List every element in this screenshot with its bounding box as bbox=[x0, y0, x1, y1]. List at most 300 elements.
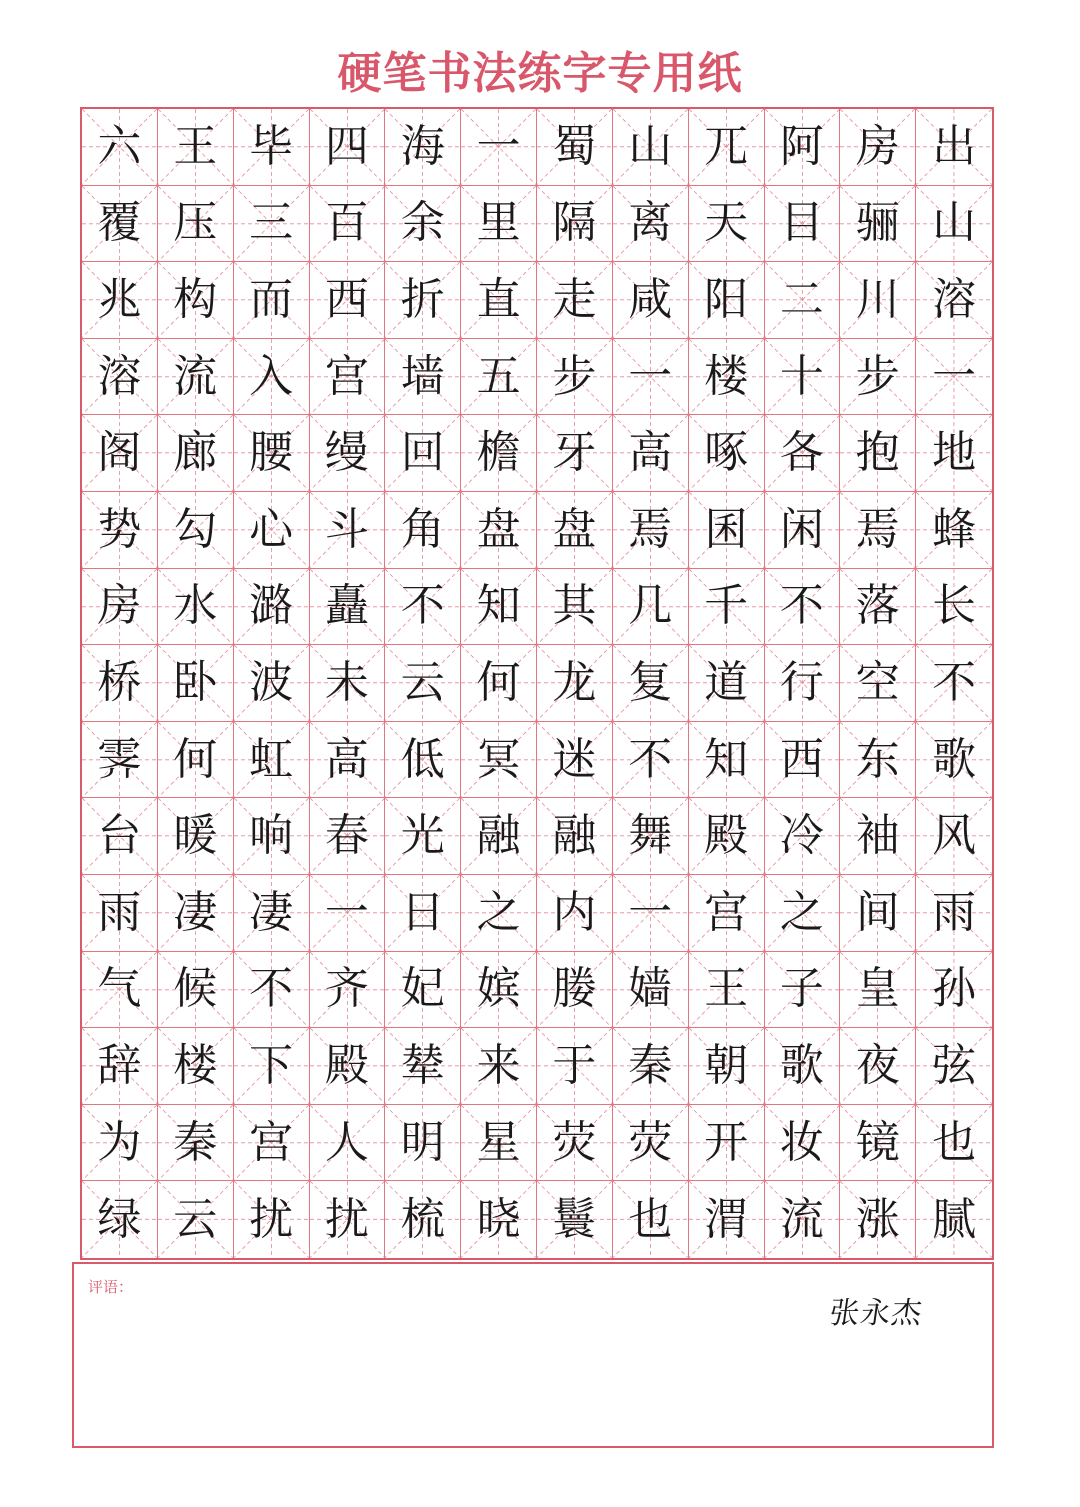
handwritten-character: 矗 bbox=[324, 580, 369, 632]
grid-cell bbox=[689, 415, 765, 492]
handwritten-character: 五 bbox=[476, 350, 521, 402]
handwritten-character: 霁 bbox=[97, 733, 142, 785]
handwritten-character: 冷 bbox=[779, 810, 824, 862]
handwritten-character: 几 bbox=[628, 580, 673, 632]
grid-cell bbox=[158, 952, 234, 1029]
grid-cell bbox=[765, 1105, 841, 1182]
grid-cell bbox=[613, 1105, 689, 1182]
handwritten-character: 高 bbox=[324, 733, 369, 785]
grid-cell bbox=[461, 798, 537, 875]
handwritten-character: 鬟 bbox=[552, 1193, 597, 1245]
handwritten-character: 梳 bbox=[400, 1193, 445, 1245]
handwritten-character: 入 bbox=[249, 350, 294, 402]
handwritten-character: 夜 bbox=[855, 1039, 900, 1091]
grid-cell bbox=[765, 875, 841, 952]
grid-cell bbox=[765, 109, 841, 186]
grid-cell bbox=[234, 186, 310, 263]
grid-cell bbox=[840, 952, 916, 1029]
handwritten-character: 凄 bbox=[249, 886, 294, 938]
grid-cell bbox=[82, 415, 158, 492]
grid-cell bbox=[158, 186, 234, 263]
grid-cell bbox=[234, 109, 310, 186]
handwritten-character: 殿 bbox=[324, 1039, 369, 1091]
handwritten-character: 朝 bbox=[704, 1039, 749, 1091]
grid-cell bbox=[158, 109, 234, 186]
handwritten-character: 东 bbox=[855, 733, 900, 785]
grid-cell bbox=[82, 1105, 158, 1182]
handwritten-character: 回 bbox=[400, 427, 445, 479]
handwritten-character: 龙 bbox=[552, 656, 597, 708]
handwritten-character: 波 bbox=[249, 656, 294, 708]
handwritten-character: 蜂 bbox=[932, 503, 977, 555]
handwritten-character: 阁 bbox=[97, 427, 142, 479]
grid-cell bbox=[461, 262, 537, 339]
handwritten-character: 四 bbox=[324, 120, 369, 172]
grid-cell bbox=[537, 1181, 613, 1258]
handwritten-character: 角 bbox=[400, 503, 445, 555]
handwritten-character: 妆 bbox=[779, 1116, 824, 1168]
grid-cell bbox=[689, 1105, 765, 1182]
comment-label: 评语： bbox=[88, 1278, 134, 1296]
grid-cell bbox=[310, 569, 386, 646]
handwritten-character: 歌 bbox=[932, 733, 977, 785]
grid-cell bbox=[158, 415, 234, 492]
handwritten-character: 千 bbox=[704, 580, 749, 632]
grid-cell bbox=[689, 952, 765, 1029]
practice-grid bbox=[80, 107, 994, 1260]
handwritten-character: 落 bbox=[855, 580, 900, 632]
grid-cell bbox=[385, 569, 461, 646]
grid-cell bbox=[689, 875, 765, 952]
grid-cell bbox=[234, 875, 310, 952]
handwritten-character: 虹 bbox=[249, 733, 294, 785]
handwritten-character: 溶 bbox=[97, 350, 142, 402]
handwritten-character: 缦 bbox=[324, 427, 369, 479]
grid-cell bbox=[310, 415, 386, 492]
grid-cell bbox=[385, 645, 461, 722]
grid-cell bbox=[234, 645, 310, 722]
grid-cell bbox=[461, 415, 537, 492]
grid-cell bbox=[82, 569, 158, 646]
handwritten-character: 人 bbox=[324, 1116, 369, 1168]
handwritten-character: 阿 bbox=[779, 120, 824, 172]
grid-cell bbox=[82, 1181, 158, 1258]
handwritten-character: 十 bbox=[779, 350, 824, 402]
grid-cell bbox=[234, 569, 310, 646]
grid-cell bbox=[916, 339, 992, 416]
handwritten-character: 不 bbox=[628, 733, 673, 785]
handwritten-character: 焉 bbox=[628, 503, 673, 555]
grid-cell bbox=[613, 339, 689, 416]
handwritten-character: 房 bbox=[855, 120, 900, 172]
grid-cell bbox=[461, 1105, 537, 1182]
handwritten-character: 辇 bbox=[400, 1039, 445, 1091]
grid-cell bbox=[234, 492, 310, 569]
handwritten-character: 六 bbox=[97, 120, 142, 172]
handwritten-character: 流 bbox=[779, 1193, 824, 1245]
grid-cell bbox=[537, 415, 613, 492]
grid-cell bbox=[158, 492, 234, 569]
grid-cell bbox=[385, 722, 461, 799]
grid-cell bbox=[613, 492, 689, 569]
handwritten-character: 光 bbox=[400, 810, 445, 862]
grid-cell bbox=[537, 1105, 613, 1182]
grid-cell bbox=[765, 1181, 841, 1258]
grid-cell bbox=[765, 1028, 841, 1105]
handwritten-character: 楼 bbox=[173, 1039, 218, 1091]
grid-cell bbox=[916, 722, 992, 799]
handwritten-character: 冥 bbox=[476, 733, 521, 785]
grid-cell bbox=[385, 262, 461, 339]
grid-cell bbox=[385, 875, 461, 952]
grid-cell bbox=[158, 339, 234, 416]
handwritten-character: 腰 bbox=[249, 427, 294, 479]
grid-cell bbox=[158, 875, 234, 952]
grid-cell bbox=[613, 109, 689, 186]
handwritten-character: 西 bbox=[324, 273, 369, 325]
grid-cell bbox=[840, 645, 916, 722]
handwritten-character: 于 bbox=[552, 1039, 597, 1091]
grid-cell bbox=[310, 1181, 386, 1258]
grid-cell bbox=[537, 645, 613, 722]
handwritten-character: 流 bbox=[173, 350, 218, 402]
handwritten-character: 步 bbox=[855, 350, 900, 402]
handwritten-character: 抱 bbox=[855, 427, 900, 479]
grid-cell bbox=[158, 1105, 234, 1182]
grid-cell bbox=[840, 798, 916, 875]
handwritten-character: 高 bbox=[628, 427, 673, 479]
grid-cell bbox=[537, 1028, 613, 1105]
grid-cell bbox=[916, 952, 992, 1029]
handwritten-character: 也 bbox=[932, 1116, 977, 1168]
handwritten-character: 二 bbox=[779, 273, 824, 325]
handwritten-character: 晓 bbox=[476, 1193, 521, 1245]
grid-cell bbox=[765, 798, 841, 875]
handwritten-character: 气 bbox=[97, 963, 142, 1015]
grid-cell bbox=[234, 415, 310, 492]
grid-cell bbox=[765, 492, 841, 569]
grid-cell bbox=[689, 1028, 765, 1105]
handwritten-character: 墙 bbox=[400, 350, 445, 402]
grid-cell bbox=[310, 262, 386, 339]
grid-cell bbox=[385, 339, 461, 416]
grid-cell bbox=[82, 109, 158, 186]
handwritten-character: 盘 bbox=[552, 503, 597, 555]
grid-cell bbox=[461, 1028, 537, 1105]
handwritten-character: 明 bbox=[400, 1116, 445, 1168]
handwritten-character: 其 bbox=[552, 580, 597, 632]
handwritten-character: 桥 bbox=[97, 656, 142, 708]
handwritten-character: 折 bbox=[400, 273, 445, 325]
grid-cell bbox=[310, 952, 386, 1029]
grid-cell bbox=[537, 798, 613, 875]
handwritten-character: 知 bbox=[704, 733, 749, 785]
grid-cell bbox=[840, 109, 916, 186]
grid-cell bbox=[689, 722, 765, 799]
grid-cell bbox=[689, 645, 765, 722]
grid-cell bbox=[840, 1028, 916, 1105]
grid-cell bbox=[765, 339, 841, 416]
grid-cell bbox=[158, 569, 234, 646]
handwritten-character: 何 bbox=[476, 656, 521, 708]
handwritten-character: 西 bbox=[779, 733, 824, 785]
grid-cell bbox=[385, 798, 461, 875]
handwritten-character: 长 bbox=[932, 580, 977, 632]
grid-cell bbox=[158, 722, 234, 799]
grid-cell bbox=[461, 875, 537, 952]
grid-cell bbox=[916, 569, 992, 646]
grid-cell bbox=[537, 952, 613, 1029]
grid-cell bbox=[765, 186, 841, 263]
handwritten-character: 融 bbox=[552, 810, 597, 862]
handwritten-character: 牙 bbox=[552, 427, 597, 479]
grid-cell bbox=[234, 1105, 310, 1182]
handwritten-character: 囷 bbox=[704, 503, 749, 555]
grid-cell bbox=[613, 952, 689, 1029]
handwritten-character: 袖 bbox=[855, 810, 900, 862]
handwritten-character: 荧 bbox=[628, 1116, 673, 1168]
grid-cell bbox=[613, 415, 689, 492]
grid-cell bbox=[613, 186, 689, 263]
handwritten-character: 兀 bbox=[704, 120, 749, 172]
grid-cell bbox=[840, 569, 916, 646]
grid-cell bbox=[916, 875, 992, 952]
handwritten-character: 宫 bbox=[249, 1116, 294, 1168]
grid-cell bbox=[840, 262, 916, 339]
handwritten-character: 舞 bbox=[628, 810, 673, 862]
grid-cell bbox=[765, 415, 841, 492]
grid-cell bbox=[537, 492, 613, 569]
handwritten-character: 不 bbox=[249, 963, 294, 1015]
grid-cell bbox=[537, 186, 613, 263]
handwritten-character: 闲 bbox=[779, 503, 824, 555]
handwritten-character: 潞 bbox=[249, 580, 294, 632]
grid-cell bbox=[537, 875, 613, 952]
handwritten-character: 低 bbox=[400, 733, 445, 785]
handwritten-character: 百 bbox=[324, 197, 369, 249]
handwritten-character: 云 bbox=[173, 1193, 218, 1245]
grid-cell bbox=[916, 186, 992, 263]
handwritten-character: 媵 bbox=[552, 963, 597, 1015]
grid-cell bbox=[689, 1181, 765, 1258]
handwritten-character: 压 bbox=[173, 197, 218, 249]
handwritten-character: 渭 bbox=[704, 1193, 749, 1245]
handwritten-character: 响 bbox=[249, 810, 294, 862]
handwritten-character: 开 bbox=[704, 1116, 749, 1168]
handwritten-character: 三 bbox=[249, 197, 294, 249]
handwritten-character: 隔 bbox=[552, 197, 597, 249]
handwritten-character: 各 bbox=[779, 427, 824, 479]
grid-cell bbox=[310, 1028, 386, 1105]
grid-cell bbox=[689, 109, 765, 186]
handwritten-character: 溶 bbox=[932, 273, 977, 325]
handwritten-character: 不 bbox=[779, 580, 824, 632]
grid-cell bbox=[310, 798, 386, 875]
handwritten-character: 候 bbox=[173, 963, 218, 1015]
handwritten-character: 风 bbox=[932, 810, 977, 862]
grid-cell bbox=[613, 722, 689, 799]
handwritten-character: 余 bbox=[400, 197, 445, 249]
handwritten-character: 一 bbox=[324, 886, 369, 938]
handwritten-character: 何 bbox=[173, 733, 218, 785]
handwritten-character: 走 bbox=[552, 273, 597, 325]
grid-cell bbox=[310, 492, 386, 569]
grid-cell bbox=[158, 1028, 234, 1105]
grid-cell bbox=[916, 1105, 992, 1182]
grid-cell bbox=[461, 1181, 537, 1258]
grid-cell bbox=[916, 1181, 992, 1258]
handwritten-character: 云 bbox=[400, 656, 445, 708]
grid-cell bbox=[82, 645, 158, 722]
handwritten-character: 宫 bbox=[704, 886, 749, 938]
handwritten-character: 镜 bbox=[855, 1116, 900, 1168]
handwritten-character: 之 bbox=[779, 886, 824, 938]
handwritten-character: 日 bbox=[400, 886, 445, 938]
handwritten-character: 融 bbox=[476, 810, 521, 862]
grid-cell bbox=[613, 645, 689, 722]
grid-cell bbox=[310, 645, 386, 722]
grid-cell bbox=[82, 875, 158, 952]
grid-cell bbox=[310, 722, 386, 799]
handwritten-character: 房 bbox=[97, 580, 142, 632]
handwritten-character: 荧 bbox=[552, 1116, 597, 1168]
grid-cell bbox=[461, 952, 537, 1029]
grid-cell bbox=[916, 492, 992, 569]
handwritten-character: 出 bbox=[932, 120, 977, 172]
grid-cell bbox=[234, 1028, 310, 1105]
handwritten-character: 一 bbox=[932, 350, 977, 402]
handwritten-character: 构 bbox=[173, 273, 218, 325]
handwritten-character: 骊 bbox=[855, 197, 900, 249]
grid-cell bbox=[385, 492, 461, 569]
handwritten-character: 空 bbox=[855, 656, 900, 708]
grid-cell bbox=[916, 645, 992, 722]
handwritten-character: 绿 bbox=[97, 1193, 142, 1245]
grid-cell bbox=[461, 339, 537, 416]
grid-cell bbox=[840, 875, 916, 952]
grid-cell bbox=[689, 492, 765, 569]
handwritten-character: 不 bbox=[932, 656, 977, 708]
grid-cell bbox=[613, 569, 689, 646]
handwritten-character: 山 bbox=[932, 197, 977, 249]
handwritten-character: 秦 bbox=[628, 1039, 673, 1091]
grid-cell bbox=[613, 262, 689, 339]
handwritten-character: 齐 bbox=[324, 963, 369, 1015]
handwritten-character: 一 bbox=[476, 120, 521, 172]
handwritten-character: 扰 bbox=[324, 1193, 369, 1245]
grid-cell bbox=[461, 109, 537, 186]
handwritten-character: 道 bbox=[704, 656, 749, 708]
handwritten-character: 兆 bbox=[97, 273, 142, 325]
handwritten-character: 水 bbox=[173, 580, 218, 632]
grid-cell bbox=[689, 186, 765, 263]
grid-cell bbox=[234, 952, 310, 1029]
grid-cell bbox=[916, 262, 992, 339]
grid-cell bbox=[765, 952, 841, 1029]
grid-cell bbox=[158, 798, 234, 875]
grid-cell bbox=[689, 262, 765, 339]
grid-cell bbox=[158, 262, 234, 339]
grid-cell bbox=[537, 722, 613, 799]
grid-cell bbox=[461, 645, 537, 722]
grid-cell bbox=[310, 875, 386, 952]
handwritten-character: 暖 bbox=[173, 810, 218, 862]
handwritten-character: 天 bbox=[704, 197, 749, 249]
page-title: 硬笔书法练字专用纸 bbox=[337, 48, 743, 99]
handwritten-character: 来 bbox=[476, 1039, 521, 1091]
handwritten-character: 毕 bbox=[249, 120, 294, 172]
grid-cell bbox=[840, 339, 916, 416]
grid-cell bbox=[461, 492, 537, 569]
grid-cell bbox=[385, 186, 461, 263]
grid-cell bbox=[82, 262, 158, 339]
handwritten-character: 盘 bbox=[476, 503, 521, 555]
handwritten-character: 为 bbox=[97, 1116, 142, 1168]
handwritten-character: 宫 bbox=[324, 350, 369, 402]
grid-cell bbox=[689, 798, 765, 875]
handwritten-character: 台 bbox=[97, 810, 142, 862]
grid-cell bbox=[158, 1181, 234, 1258]
grid-cell bbox=[916, 109, 992, 186]
handwritten-character: 目 bbox=[779, 197, 824, 249]
grid-cell bbox=[916, 415, 992, 492]
handwritten-character: 辞 bbox=[97, 1039, 142, 1091]
signature: 张永杰 bbox=[827, 1296, 925, 1331]
handwritten-character: 覆 bbox=[97, 197, 142, 249]
handwritten-character: 复 bbox=[628, 656, 673, 708]
handwritten-character: 孙 bbox=[932, 963, 977, 1015]
grid-cell bbox=[537, 339, 613, 416]
handwritten-character: 殿 bbox=[704, 810, 749, 862]
handwritten-character: 雨 bbox=[932, 886, 977, 938]
handwritten-character: 歌 bbox=[779, 1039, 824, 1091]
grid-cell bbox=[385, 952, 461, 1029]
handwritten-character: 心 bbox=[249, 503, 294, 555]
grid-cell bbox=[385, 1181, 461, 1258]
grid-cell bbox=[310, 186, 386, 263]
grid-cell bbox=[82, 798, 158, 875]
handwritten-character: 直 bbox=[476, 273, 521, 325]
grid-cell bbox=[234, 722, 310, 799]
grid-cell bbox=[310, 109, 386, 186]
handwritten-character: 咸 bbox=[628, 273, 673, 325]
grid-cell bbox=[765, 645, 841, 722]
handwritten-character: 川 bbox=[855, 273, 900, 325]
handwritten-character: 知 bbox=[476, 580, 521, 632]
grid-cell bbox=[158, 645, 234, 722]
handwritten-character: 扰 bbox=[249, 1193, 294, 1245]
grid-cell bbox=[234, 339, 310, 416]
grid-cell bbox=[82, 339, 158, 416]
grid-cell bbox=[234, 262, 310, 339]
handwritten-character: 行 bbox=[779, 656, 824, 708]
grid-cell bbox=[82, 492, 158, 569]
handwritten-character: 王 bbox=[173, 120, 218, 172]
handwritten-character: 王 bbox=[704, 963, 749, 1015]
grid-cell bbox=[916, 1028, 992, 1105]
grid-cell bbox=[385, 109, 461, 186]
handwritten-character: 一 bbox=[628, 886, 673, 938]
handwritten-character: 步 bbox=[552, 350, 597, 402]
grid-cell bbox=[461, 186, 537, 263]
grid-cell bbox=[840, 1181, 916, 1258]
handwritten-character: 嫔 bbox=[476, 963, 521, 1015]
handwritten-character: 海 bbox=[400, 120, 445, 172]
handwritten-character: 不 bbox=[400, 580, 445, 632]
handwritten-character: 妃 bbox=[400, 963, 445, 1015]
grid-cell bbox=[765, 722, 841, 799]
handwritten-character: 凄 bbox=[173, 886, 218, 938]
